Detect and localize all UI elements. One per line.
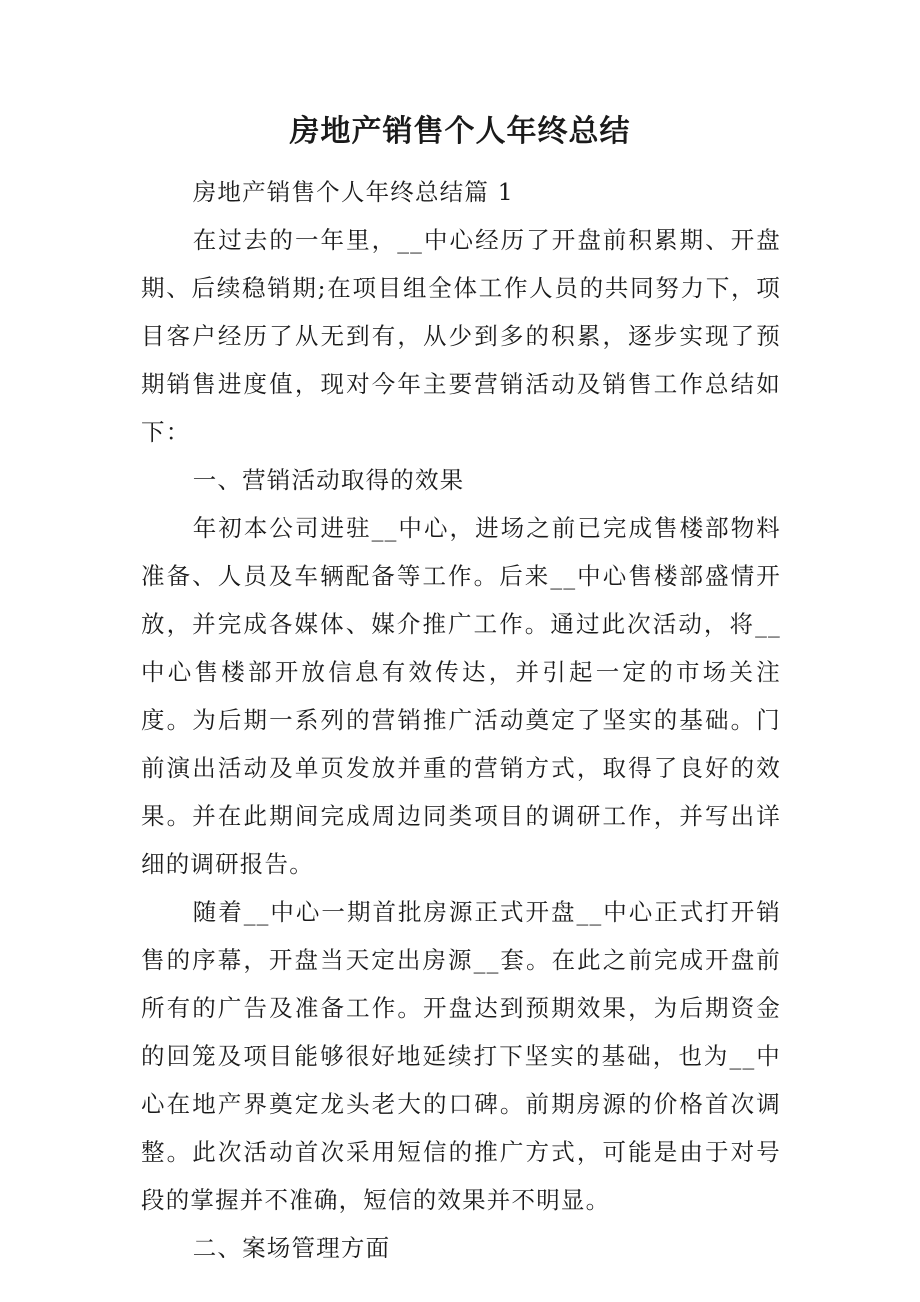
section-heading: 一、营销活动取得的效果 (192, 466, 465, 494)
body-paragraph: 随着__中心一期首批房源正式开盘__中心正式打开销售的序幕，开盘当天定出房源__套。在此之前完成开盘前所有的广告及准备工作。开盘达到预期效果，为后期资金的回笼及项目能够很好地延续打下坚实的基础，也为__中心在地产界奠定龙头老大的口碑。前期房源的价格首次调整。此次活动首次采用短信的推广方式，可能是由于对号段的掌握并不准确，短信的效果并不明显。 (141, 898, 781, 1214)
body-paragraph: 在过去的一年里，__中心经历了开盘前积累期、开盘期、后续稳销期;在项目组全体工作人员的共同努力下，项目客户经历了从无到有，从少到多的积累，逐步实现了预期销售进度值，现对今年主要营销活动及销售工作总结如下： (141, 226, 781, 446)
document-title: 房地产销售个人年终总结 (289, 114, 631, 149)
subtitle-paragraph: 房地产销售个人年终总结篇 1 (192, 178, 514, 206)
body-paragraph: 年初本公司进驻__中心，进场之前已完成售楼部物料准备、人员及车辆配备等工作。后来__中心售楼部盛情开放，并完成各媒体、媒介推广工作。通过此次活动，将__中心售楼部开放信息有效传达，并引起一定的市场关注度。为后期一系列的营销推广活动奠定了坚实的基础。门前演出活动及单页发放并重的营销方式，取得了良好的效果。并在此期间完成周边同类项目的调研工作，并写出详细的调研报告。 (141, 514, 781, 878)
document-body (141, 168, 781, 1272)
section-heading: 二、案场管理方面 (192, 1234, 391, 1262)
